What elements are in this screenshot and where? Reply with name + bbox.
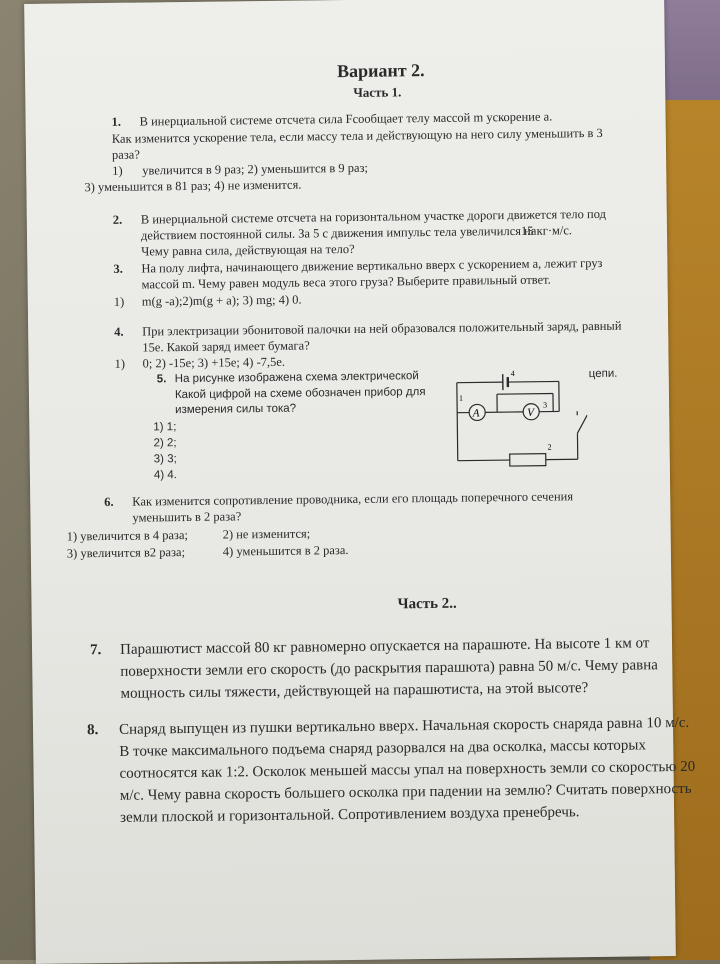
q7-text-line2: поверхности земли его скорость (до раскрытия парашюта) равна 50 м/с. Чему равна [120,654,658,683]
q6-option-2: 2) не изменится; [223,526,311,542]
part1-heading: Часть 1. [353,84,401,100]
q6-number: 6. [104,495,114,510]
q3-text-line2: массой m. Чему равен модуль веса этого груза? Выберите правильный ответ. [142,273,551,293]
q4-text-line2: 15e. Какой заряд имеет бумага? [142,338,310,355]
q6-text-line2: уменьшить в 2 раза? [132,509,241,525]
q5-option-2: 2) 2; [153,436,176,451]
q2-text-line2: действием постоянной силы. За 5 с движения импульс тела увеличился на [141,224,537,244]
q1-options-line2: 3) уменьшится в 81 раз; 4) не изменится. [84,178,301,196]
q5-option-1: 1) 1; [153,420,176,435]
q2-text-line1: В инерциальной системе отсчета на горизонтальном участке дороги движется тело под [141,207,606,228]
circuit-diagram [437,359,588,469]
label-2: 2 [548,443,552,452]
q1-options-line1: увеличится в 9 раз; 2) уменьшится в 9 раз; [142,161,368,179]
q2-text-line3: Чему равна сила, действующая на тело? [141,242,355,260]
q8-text-line4: м/с. Чему равна скорость большего осколка при падении на землю? Считать поверхность [120,778,692,807]
q4-number: 4. [114,325,124,340]
q1-number: 1. [112,115,122,130]
label-1: 1 [459,394,463,403]
worksheet-page [24,0,676,964]
q8-text-line3: соотносятся как 1:2. Осколок меньшей массы упал на поверхность земли со скоростью 20 [119,756,695,785]
q5-option-3: 3) 3; [154,452,177,467]
label-3: 3 [543,401,547,410]
q6-option-1: 1) увеличится в 4 раза; [67,528,188,544]
q8-text-line1: Снаряд выпущен из пушки вертикально вверх. Начальная скорость снаряда равна 10 м/с. [119,712,689,741]
q5-text-line2: Какой цифрой на схеме обозначен прибор для [175,385,426,403]
q8-number: 8. [87,719,99,741]
voltmeter-letter: V [527,407,535,419]
q5-text-line1: На рисунке изображена схема электрической [175,369,419,387]
q4-text-line1: При электризации эбонитовой палочки на ней образовался положительный заряд, равный [142,319,621,340]
part2-heading: Часть 2.. [397,597,456,613]
q3-options: m(g -a);2)m(g + a); 3) mg; 4) 0. [142,293,302,310]
q7-number: 7. [90,639,102,661]
ammeter-letter: A [472,407,480,419]
label-4: 4 [511,369,515,378]
q8-text-line5: земли плоской и горизонтальной. Сопротивлением воздуха пренебречь. [120,801,580,829]
q6-text-line1: Как изменится сопротивление проводника, если его площадь поперечного сечения [132,489,573,509]
q1-text-line2: Как изменится ускорение тела, если массу тела и действующую на него силу уменьшить в 3 [112,126,603,147]
q3-text-line1: На полу лифта, начинающего движение вертикально вверх с ускорением a, лежит груз [141,256,602,277]
q6-option-4: 4) уменьшится в 2 раза. [223,543,349,560]
q1-text-line1: В инерциальной системе отсчета сила Fсообщает телу массой m ускорение a. [140,110,553,130]
q3-number: 3. [113,262,123,277]
q6-option-3: 3) увеличится в2 раза; [67,545,185,561]
q7-text-line3: мощность силы тяжести, действующей на парашютиста, на этой высоте? [120,677,588,705]
q2-number: 2. [113,213,123,228]
q3-option-num: 1) [114,295,125,310]
q1-text-line3: раза? [112,148,140,163]
q5-text-line1-end: цепи. [589,367,618,382]
q8-text-line2: В точке максимального подъема снаряд разорвался на два осколка, массы которых [119,734,646,762]
q5-text-line3: измерения силы тока? [175,402,296,418]
q4-option-num: 1) [114,357,125,372]
variant-title: Вариант 2. [337,63,425,79]
q5-number: 5. [157,372,167,387]
q7-text-line1: Парашютист массой 80 кг равномерно опускается на парашюте. На высоте 1 км от [120,632,650,660]
q5-option-4: 4) 4. [154,468,177,483]
q1-option-num: 1) [112,164,123,179]
q4-options: 0; 2) -15e; 3) +15e; 4) -7,5e. [142,355,285,372]
q2-value: 15 кг·м/с. [521,223,572,239]
